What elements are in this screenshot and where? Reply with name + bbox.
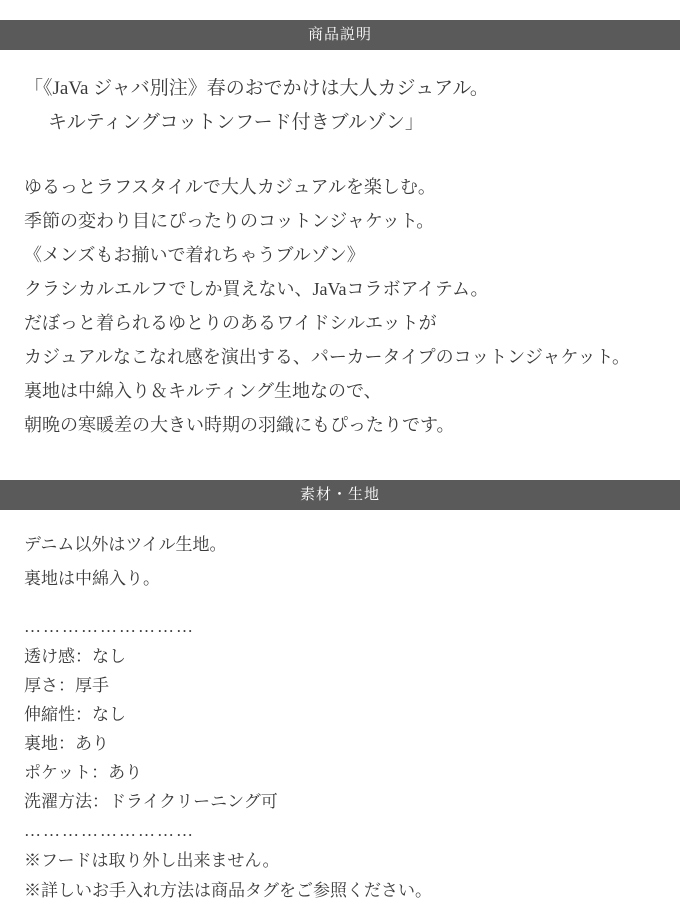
material-intro-line: デニム以外はツイル生地。 <box>24 535 227 554</box>
section-gap <box>0 442 680 480</box>
description-line: だぼっと着られるゆとりのあるワイドシルエットが <box>24 313 437 333</box>
note-line: ※フードは取り外し出来ません。 <box>24 851 280 870</box>
product-title-line-2: キルティングコットンフード付きブルゾン」 <box>48 112 424 133</box>
description-line: 季節の変わり目にぴったりのコットンジャケット。 <box>24 211 435 231</box>
top-spacer <box>0 0 680 20</box>
description-line: クラシカルエルフでしか買えない、JaVaコラボアイテム。 <box>24 279 489 299</box>
section-header-material: 素材・生地 <box>0 480 680 510</box>
product-title-line-1: 「《JaVa ジャバ別注》春のおでかけは大人カジュアル。 <box>24 78 489 99</box>
material-intro-line: 裏地は中綿入り。 <box>24 569 160 588</box>
note-line: ※詳しいお手入れ方法は商品タグをご参照ください。 <box>24 881 432 900</box>
spec-stretch: 伸縮性：なし <box>24 705 126 724</box>
description-line: 《メンズもお揃いで着れちゃうブルゾン》 <box>24 245 365 265</box>
spec-pocket: ポケット：あり <box>24 763 143 782</box>
material-gap <box>24 596 656 612</box>
divider-dots-bottom: ……………………… <box>24 821 195 840</box>
description-gap <box>24 140 656 170</box>
section-header-description: 商品説明 <box>0 20 680 50</box>
spec-sheer: 透け感：なし <box>24 647 126 666</box>
spec-washing: 洗濯方法：ドライクリーニング可 <box>24 792 278 811</box>
description-line: カジュアルなこなれ感を演出する、パーカータイプのコットンジャケット。 <box>24 347 630 367</box>
material-body <box>0 510 680 906</box>
divider-dots-top: ……………………… <box>24 617 195 636</box>
description-line: 裏地は中綿入り＆キルティング生地なので、 <box>24 381 382 401</box>
description-line: ゆるっとラフスタイルで大人カジュアルを楽しむ。 <box>24 177 436 197</box>
spec-thickness: 厚さ：厚手 <box>24 676 109 695</box>
spec-lining: 裏地：あり <box>24 734 109 753</box>
description-line: 朝晩の寒暖差の大きい時期の羽織にもぴったりです。 <box>24 415 455 435</box>
description-body <box>0 50 680 442</box>
